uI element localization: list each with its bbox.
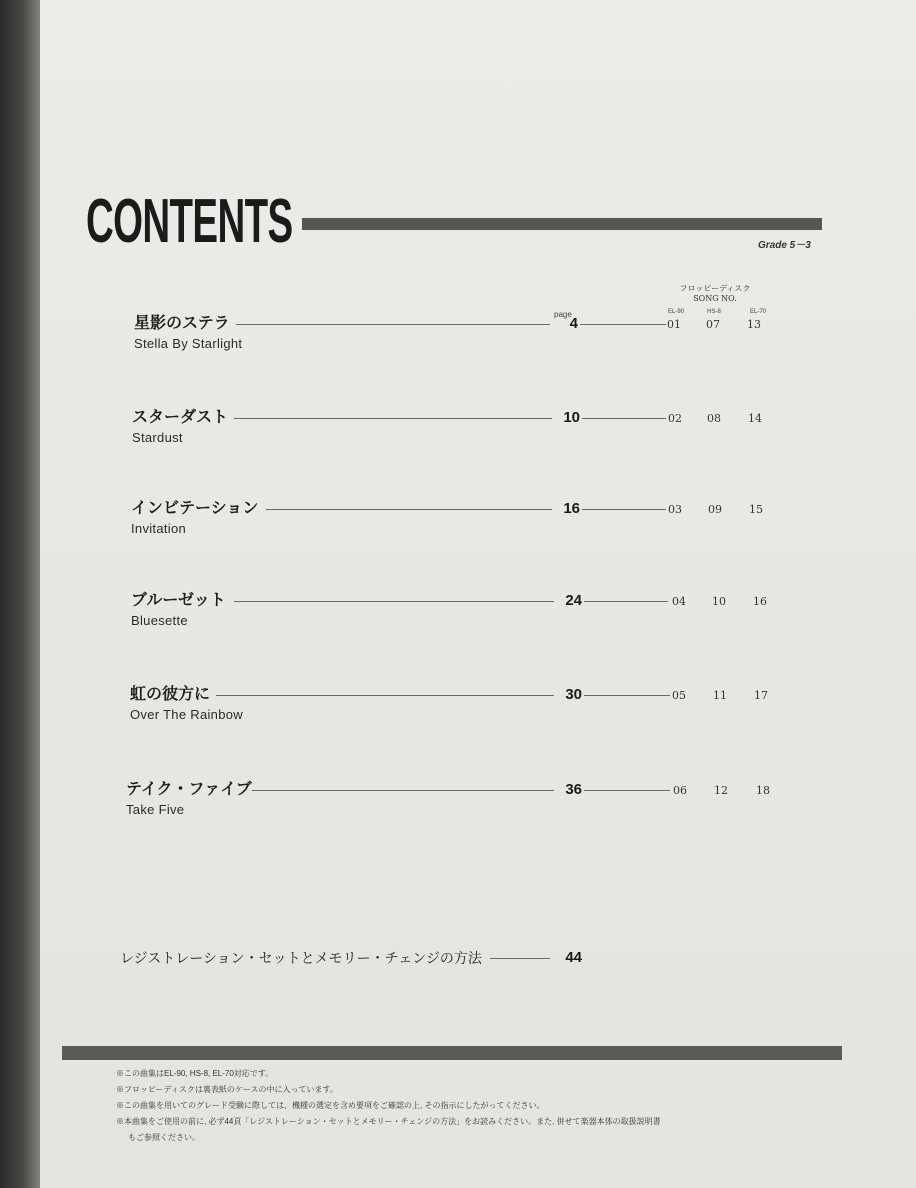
registration-page-number: 44 [565, 949, 582, 966]
leader-line [584, 695, 670, 696]
leader-line [234, 601, 554, 602]
leader-line [216, 695, 554, 696]
song-no-el90: 01 [667, 318, 681, 331]
song-title-jp: ブルーゼット [131, 592, 226, 609]
page-number: 36 [565, 781, 582, 798]
song-title-jp: スターダスト [132, 409, 229, 426]
song-no-el70: 13 [747, 318, 761, 331]
footnote: ※本曲集をご使用の前に, 必ず44頁「レジストレーション・セットとメモリー・チェンジの方法」をお読みください。また, 併せて楽器本体の取扱説明書 [116, 1117, 661, 1126]
song-no-hs8: 09 [708, 503, 722, 516]
song-no-el70: 15 [749, 503, 763, 516]
machine-el70: EL-70 [749, 309, 766, 315]
song-no-el70: 17 [754, 689, 768, 702]
footer-divider-bar [62, 1046, 842, 1060]
song-no-el70: 18 [756, 784, 770, 797]
song-no-el70: 16 [753, 595, 767, 608]
page-number: 16 [563, 500, 580, 517]
song-title-en: Over The Rainbow [130, 707, 243, 722]
song-no-label: SONG NO. [693, 294, 737, 303]
leader-line [584, 601, 668, 602]
leader-line [580, 324, 666, 325]
toc-entry [0, 590, 876, 630]
page-number: 24 [565, 592, 582, 609]
song-no-el90: 02 [668, 412, 682, 425]
toc-entry [0, 498, 876, 538]
song-title-en: Stardust [132, 430, 183, 445]
leader-line [234, 418, 552, 419]
song-no-el90: 06 [673, 784, 687, 797]
footnotes [116, 1066, 816, 1146]
song-title-en: Stella By Starlight [134, 336, 243, 351]
song-no-el90: 05 [672, 689, 686, 702]
page-number: 4 [569, 315, 578, 332]
page-column-label: page [554, 310, 572, 319]
song-no-hs8: 08 [707, 412, 721, 425]
toc-entry [0, 407, 876, 447]
song-title-jp: テイク・ファイブ [126, 781, 252, 798]
registration-section-title: レジストレーション・セットとメモリー・チェンジの方法 [120, 950, 482, 966]
leader-line [252, 790, 554, 791]
song-title-en: Invitation [131, 521, 187, 536]
toc-entry [0, 313, 876, 353]
song-title-en: Take Five [126, 802, 185, 817]
footnote: ※この曲集を用いてのグレード受験に際しては、機種の選定を含め要項をご確認の上, その指示にしたがってください。 [116, 1101, 545, 1110]
page-title: CONTENTS [86, 187, 293, 256]
machine-el90: EL-90 [667, 309, 684, 315]
song-title-jp: 星影のステラ [134, 315, 230, 332]
footnote: ※フロッピーディスクは裏表紙のケースの中に入っています。 [116, 1085, 338, 1094]
leader-line [490, 958, 550, 959]
floppy-header [650, 284, 780, 304]
leader-line [266, 509, 552, 510]
song-title-jp: インビテーション [131, 500, 259, 517]
toc-entry [0, 684, 876, 724]
leader-line [582, 509, 666, 510]
song-no-el90: 04 [672, 595, 686, 608]
floppy-label: フロッピーディスク [679, 284, 751, 293]
page-number: 10 [563, 409, 580, 426]
leader-line [236, 324, 550, 325]
song-no-hs8: 12 [714, 784, 728, 797]
footnote: もご参照ください。 [128, 1133, 200, 1142]
song-no-hs8: 10 [712, 595, 726, 608]
toc-entry [0, 779, 876, 819]
leader-line [584, 790, 670, 791]
title-divider-bar [302, 218, 822, 230]
song-no-hs8: 07 [706, 318, 720, 331]
song-no-hs8: 11 [713, 689, 727, 702]
song-title-en: Bluesette [131, 613, 188, 628]
song-no-el70: 14 [748, 412, 762, 425]
grade-label: Grade 5－3 [758, 240, 811, 251]
page-number: 30 [565, 686, 582, 703]
footnote: ※この曲集はEL-90, HS-8, EL-70対応です。 [116, 1069, 274, 1078]
machine-hs8: HS-8 [707, 309, 721, 315]
song-no-el90: 03 [668, 503, 682, 516]
song-title-jp: 虹の彼方に [130, 686, 211, 703]
leader-line [582, 418, 666, 419]
